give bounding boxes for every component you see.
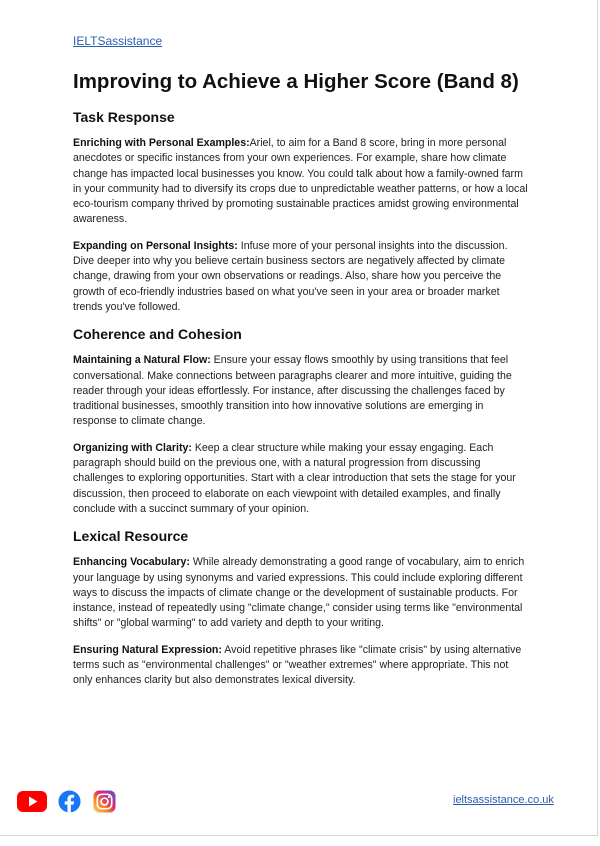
paragraph: [73, 353, 529, 429]
section-coherence-cohesion: [73, 326, 529, 517]
paragraph-lead: Expanding on Personal Insights:: [73, 239, 238, 252]
paragraph-text: Infuse more of your personal insights into the discussion. Dive deeper into why you believe certain business sectors are negatively affected by climate change, drawing from your own observations or readings. Also, share how you perceive the growth of eco-friendly industries based on what you've seen in your area or broader market trends you've followed.: [73, 239, 508, 313]
paragraph-lead: Maintaining a Natural Flow:: [73, 354, 211, 367]
paragraph-lead: Organizing with Clarity:: [73, 441, 192, 454]
instagram-icon[interactable]: [93, 790, 116, 813]
paragraph: [73, 441, 529, 517]
paragraph-text: Ensure your essay flows smoothly by using transitions that feel conversational. Make connections between paragraphs clearer and more intuitive, guiding the reader through your ideas effortlessly. For instance, after discussing the challenges faced by traditional businesses, smoothly transition into how innovative solutions are emerging in response to climate change.: [73, 354, 512, 428]
document-body: [73, 109, 529, 700]
footer-site-link[interactable]: ieltsassistance.co.uk: [453, 794, 554, 806]
section-lexical-resource: [73, 528, 529, 688]
page-title: Improving to Achieve a Higher Score (Band 8): [73, 70, 519, 93]
section-heading: Coherence and Cohesion: [73, 326, 242, 343]
paragraph-lead: Enriching with Personal Examples:: [73, 137, 250, 149]
social-icons: [17, 790, 116, 813]
header-site-link[interactable]: IELTSassistance: [73, 34, 163, 48]
section-heading: Task Response: [73, 109, 175, 125]
paragraph-lead: Ensuring Natural Expression:: [73, 643, 222, 656]
paragraph: [73, 643, 529, 689]
paragraph-text: While already demonstrating a good range of vocabulary, aim to enrich your language by using synonyms and varied expressions. This could include exploring different ways to discuss the impacts of climate change or the development of sustainable products. For instance, instead of repeatedly using "climate change," consider using terms like "environmental shifts" or "global warming" to add variety and depth to your writing.: [73, 556, 525, 630]
paragraph-lead: Enhancing Vocabulary:: [73, 556, 190, 569]
section-heading: Lexical Resource: [73, 528, 189, 545]
youtube-icon[interactable]: [17, 790, 40, 813]
section-task-response: [73, 109, 529, 315]
paragraph: [73, 136, 529, 228]
paragraph-text: Avoid repetitive phrases like "climate crisis" by using alternative terms such as "environmental challenges" or "weather extremes" where appropriate. This not only enhances clarity but also demonstrates lexical diversity.: [73, 643, 522, 687]
paragraph-text: Ariel, to aim for a Band 8 score, bring in more personal anecdotes or specific instances from your own experiences. For example, share how climate change has impacted local businesses you know. You could talk about how a family-owned farm in your community had to diversify its crops due to unpredictable weather patterns, or how a local eco-tourism company thrived by promoting sustainable practices amidst growing environmental awareness.: [73, 137, 528, 226]
facebook-icon[interactable]: [58, 790, 81, 813]
paragraph: [73, 555, 529, 631]
paragraph: [73, 239, 529, 315]
paragraph-text: Keep a clear structure while making your essay engaging. Each paragraph should build on the previous one, with a natural progression from discussing challenges to exploring opportunities. Start with a clear introduction that sets the stage for your discussion, then proceed to elaborate on each viewpoint with detailed examples, and finally conclude with a succinct summary of your opinion.: [73, 441, 516, 515]
